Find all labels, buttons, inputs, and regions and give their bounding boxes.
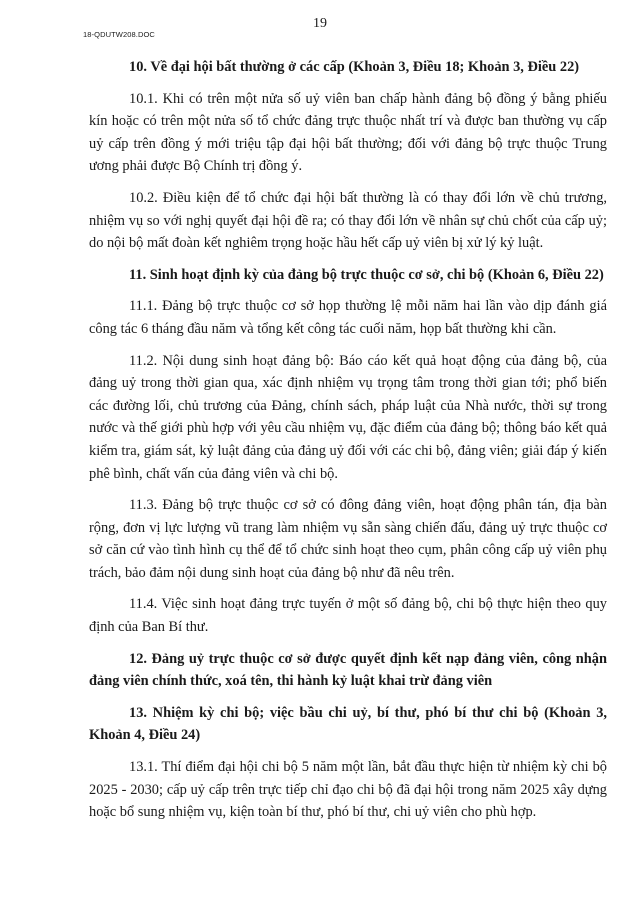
paragraph: 13.1. Thí điểm đại hội chi bộ 5 năm một lần, bắt đầu thực hiện từ nhiệm kỳ chi bộ 2025 - 2030; cấp uỷ cấp trên trực tiếp chỉ đạo chi bộ đã đại hội trong năm 2025 xây dựng hoặc bổ sung nhiệm vụ, kiện toàn bí thư, phó bí thư, chi uỷ viên cho phù hợp. <box>89 759 607 821</box>
paragraph: 10.2. Điều kiện để tổ chức đại hội bất thường là có thay đổi lớn về chủ trương, nhiệm vụ so với nghị quyết đại hội đề ra; có thay đổi lớn về nhân sự chủ chốt của cấp uỷ; do nội bộ mất đoàn kết nghiêm trọng hoặc hầu hết cấp uỷ viên bị xử lý kỷ luật. <box>89 189 607 252</box>
section-10 <box>89 56 607 255</box>
paragraph: 10.1. Khi có trên một nửa số uỷ viên ban chấp hành đảng bộ đồng ý bằng phiếu kín hoặc có trên một nửa số tổ chức đảng trực thuộc nhất trí và được ban thường vụ cấp uỷ cấp trên đồng ý mới triệu tập đại hội bất thường; đối với đảng bộ trực thuộc Trung ương phải được Bộ Chính trị đồng ý. <box>89 90 607 175</box>
paragraph: 11.3. Đảng bộ trực thuộc cơ sở có đông đảng viên, hoạt động phân tán, địa bàn rộng, đơn vị lực lượng vũ trang làm nhiệm vụ sẵn sàng chiến đấu, đảng uỷ trực thuộc cơ sở căn cứ vào tình hình cụ thể để tổ chức sinh hoạt theo cụm, phân công cấp uỷ viên phụ trách, bảo đảm nội dung sinh hoạt của đảng bộ như đã nêu trên. <box>89 497 607 581</box>
paragraph: 11.2. Nội dung sinh hoạt đảng bộ: Báo cáo kết quả hoạt động của đảng bộ, của đảng uỷ trong thời gian qua, xác định nhiệm vụ trọng tâm trong thời gian tới; phổ biến các đường lối, chủ trương của Đảng, chính sách, pháp luật của Nhà nước, thời sự trong nước và thế giới phù hợp với yêu cầu nhiệm vụ, đặc điểm của đảng bộ; thông báo kết quả kiểm tra, giám sát, kỷ luật đảng của đảng uỷ đối với các chi bộ, đảng viên; giải đáp ý kiến phê bình, chất vấn của đảng viên và chi bộ. <box>89 352 607 482</box>
section-11 <box>89 264 607 639</box>
document-body <box>89 56 607 833</box>
section-12 <box>89 648 607 693</box>
paragraph: 11.4. Việc sinh hoạt đảng trực tuyến ở một số đảng bộ, chi bộ thực hiện theo quy định của Ban Bí thư. <box>89 596 607 636</box>
section-13 <box>89 702 607 824</box>
document-code: 18-QDUTW208.DOC <box>83 30 155 39</box>
paragraph: 11.1. Đảng bộ trực thuộc cơ sở họp thường lệ mỗi năm hai lần vào dịp đánh giá công tác 6 tháng đầu năm và tổng kết công tác cuối năm, họp bất thường khi cần. <box>89 298 607 337</box>
section-heading: 10. Về đại hội bất thường ở các cấp (Khoản 3, Điều 18; Khoản 3, Điều 22) <box>129 59 580 75</box>
section-heading: 11. Sinh hoạt định kỳ của đảng bộ trực thuộc cơ sở, chi bộ (Khoản 6, Điều 22) <box>129 266 604 283</box>
section-heading: 12. Đảng uỷ trực thuộc cơ sở được quyết định kết nạp đảng viên, công nhận đảng viên chính thức, xoá tên, thi hành kỷ luật khai trừ đảng viên <box>89 650 607 690</box>
page-number: 19 <box>313 16 327 31</box>
section-heading: 13. Nhiệm kỳ chi bộ; việc bầu chi uỷ, bí thư, phó bí thư chi bộ (Khoản 3, Khoản 4, Điều 24) <box>89 704 607 744</box>
